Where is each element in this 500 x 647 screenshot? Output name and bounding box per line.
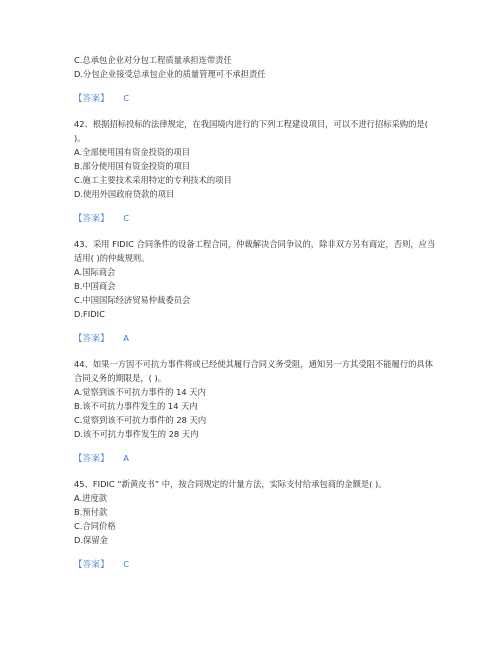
option-b: B.预付款 <box>74 507 108 517</box>
option-c: C.中国国际经济贸易仲裁委员会 <box>74 295 191 305</box>
question-stem: 43、采用 FIDIC 合同条件的设备工程合同，仲裁解决合同争议的，除非双方另有商定，否则，应当适用( )的仲裁规则。 <box>74 239 436 263</box>
question-stem: 44、如果一方因不可抗力事件将或已经使其履行合同义务受阻，通知另一方其受阻不能履行的具体合同义务的期限是，( )。 <box>74 359 434 383</box>
option-a: A.进度款 <box>74 493 108 503</box>
question-44 <box>74 357 434 465</box>
question-43 <box>74 237 434 345</box>
option-d: D.保留金 <box>74 535 108 545</box>
answer-line <box>74 211 434 225</box>
answer-value: A <box>123 453 129 463</box>
question-41-tail <box>74 53 434 105</box>
question-stem: 45、FIDIC “新黄皮书” 中，按合同规定的计量方法，实际支付给承包商的金额是( )。 <box>74 479 387 489</box>
option-d: D.FIDIC <box>74 309 105 319</box>
option-b: B.该不可抗力事件发生的 14 天内 <box>74 401 198 411</box>
answer-line <box>74 451 434 465</box>
option-d: D.使用外国政府贷款的项目 <box>74 189 175 199</box>
option-a: A.国际商会 <box>74 267 116 277</box>
answer-label: 【答案】 <box>74 333 110 343</box>
answer-value: C <box>123 559 129 569</box>
option-b: B.部分使用国有资金投资的项目 <box>74 161 191 171</box>
answer-label: 【答案】 <box>74 93 110 103</box>
answer-label: 【答案】 <box>74 559 110 569</box>
answer-value: A <box>123 333 129 343</box>
option-a: A.全部使用国有资金投资的项目 <box>74 147 191 157</box>
option-c: C.总承包企业对分包工程质量承担连带责任 <box>74 55 232 65</box>
answer-value: C <box>123 93 129 103</box>
question-42 <box>74 117 434 225</box>
answer-value: C <box>123 213 129 223</box>
option-d: D.分包企业接受总承包企业的质量管理可不承担责任 <box>74 69 266 79</box>
answer-line <box>74 91 434 105</box>
answer-line <box>74 331 434 345</box>
option-c: C.合同价格 <box>74 521 116 531</box>
answer-line <box>74 557 434 571</box>
question-45 <box>74 477 434 571</box>
option-a: A.觉察到该不可抗力事件的 14 天内 <box>74 387 206 397</box>
answer-label: 【答案】 <box>74 453 110 463</box>
question-stem: 42、根据招标投标的法律规定，在我国境内进行的下列工程建设项目，可以不进行招标采购的是( )。 <box>74 119 428 143</box>
option-c: C.施工主要技术采用特定的专利技术的项目 <box>74 175 232 185</box>
answer-label: 【答案】 <box>74 213 110 223</box>
document-content <box>74 53 434 583</box>
option-d: D.该不可抗力事件发生的 28 天内 <box>74 429 199 439</box>
option-b: B.中国商会 <box>74 281 116 291</box>
option-c: C.觉察到该不可抗力事件的 28 天内 <box>74 415 207 425</box>
